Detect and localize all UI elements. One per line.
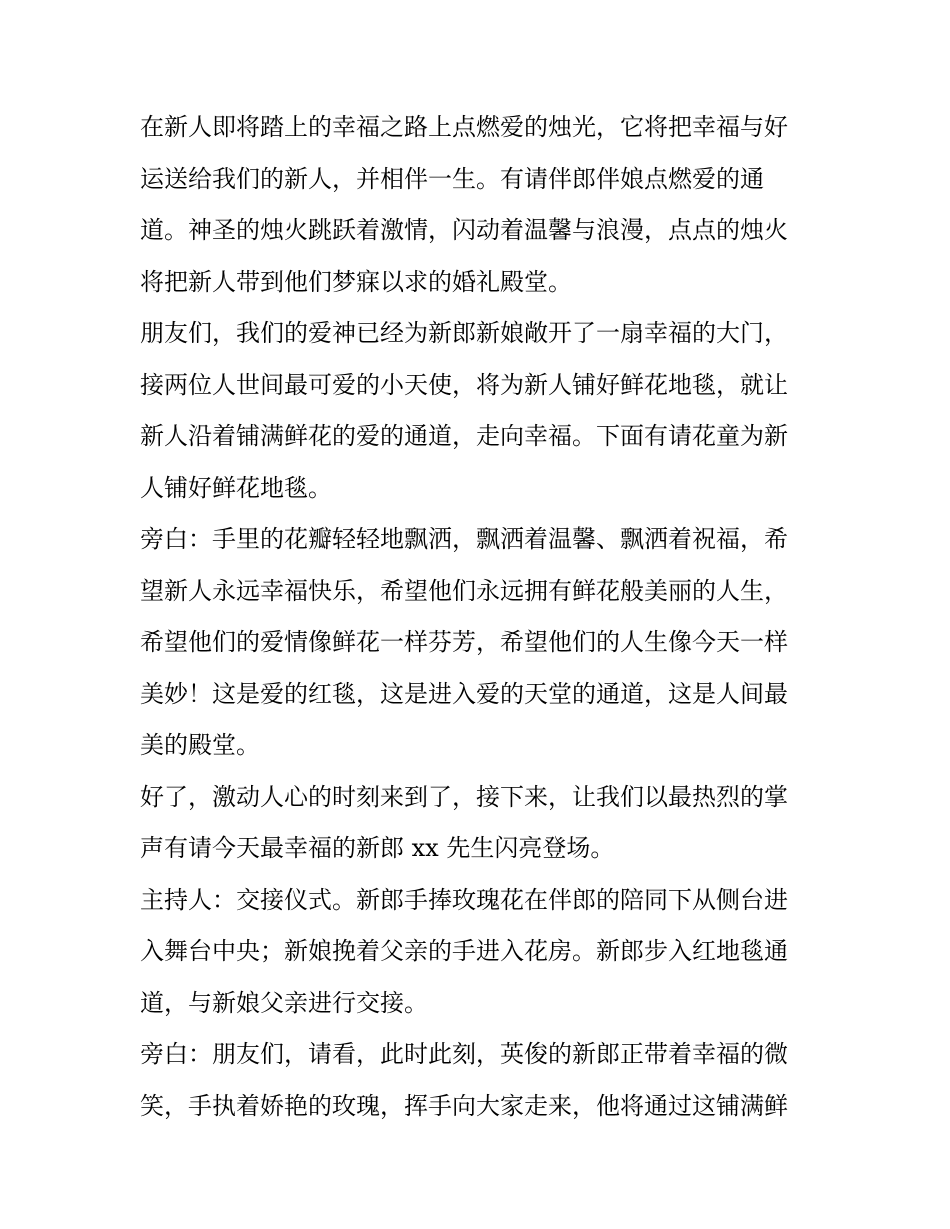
text-line: 道。神圣的烛火跳跃着激情，闪动着温馨与浪漫，点点的烛火: [140, 216, 788, 244]
text-line: 声有请今天最幸福的新郎 xx 先生闪亮登场。: [140, 834, 615, 862]
text-line: 入舞台中央；新娘挽着父亲的手进入花房。新郎步入红地毯通: [140, 937, 788, 965]
text-line: 在新人即将踏上的幸福之路上点燃爱的烛光，它将把幸福与好: [140, 113, 788, 141]
text-line: 美的殿堂。: [140, 731, 260, 759]
document-body: [140, 102, 810, 1132]
paragraph-flower-children: [140, 308, 810, 514]
paragraph-narration-groom: [140, 1029, 810, 1132]
paragraph-handover-ceremony: [140, 875, 810, 1030]
text-line: 运送给我们的新人，并相伴一生。有请伴郎伴娘点燃爱的通: [140, 164, 764, 193]
text-line: 接两位人世间最可爱的小天使，将为新人铺好鲜花地毯，就让: [140, 370, 788, 399]
text-line: 将把新人带到他们梦寐以求的婚礼殿堂。: [140, 267, 572, 296]
text-line: 旁白：朋友们，请看，此时此刻，英俊的新郎正带着幸福的微: [140, 1040, 788, 1068]
text-line: 旁白：手里的花瓣轻轻地飘洒，飘洒着温馨、飘洒着祝福，希: [140, 525, 788, 553]
text-line: 人铺好鲜花地毯。: [140, 473, 332, 502]
text-line: 望新人永远幸福快乐，希望他们永远拥有鲜花般美丽的人生，: [140, 576, 788, 605]
text-line: 道，与新娘父亲进行交接。: [140, 988, 428, 1017]
paragraph-groom-entrance: [140, 772, 810, 875]
text-line: 好了，激动人心的时刻来到了，接下来，让我们以最热烈的掌: [140, 782, 788, 811]
text-line: 朋友们，我们的爱神已经为新郎新娘敞开了一扇幸福的大门，: [140, 319, 788, 347]
paragraph-narration-petals: [140, 514, 810, 772]
text-line: 新人沿着铺满鲜花的爱的通道，走向幸福。下面有请花童为新: [140, 422, 788, 450]
text-line: 美妙！这是爱的红毯，这是进入爱的天堂的通道，这是人间最: [140, 679, 788, 708]
text-line: 主持人：交接仪式。新郎手捧玫瑰花在伴郎的陪同下从侧台进: [140, 885, 788, 914]
text-line: 笑，手执着娇艳的玫瑰，挥手向大家走来，他将通过这铺满鲜: [140, 1091, 788, 1120]
paragraph-candle-lighting: [140, 102, 810, 308]
text-line: 希望他们的爱情像鲜花一样芬芳，希望他们的人生像今天一样: [140, 628, 788, 656]
